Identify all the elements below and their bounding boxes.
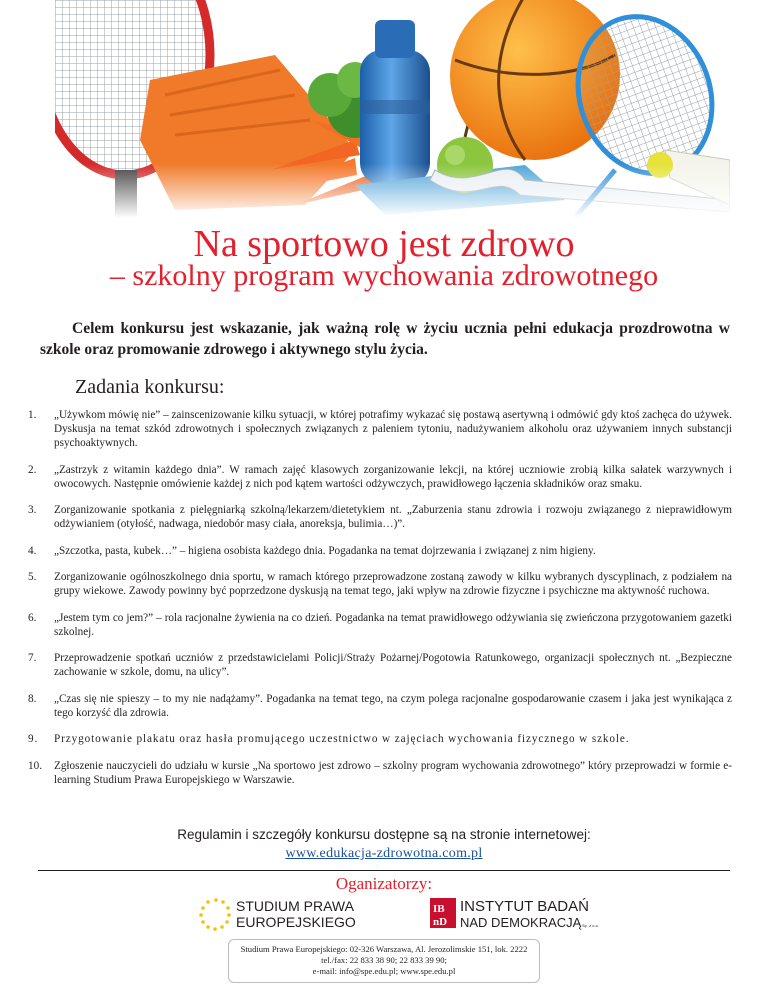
- list-item-text: Przeprowadzenie spotkań uczniów z przedstawicielami Policji/Straży Pożarnej/Pogotowia Ratunkowego, organizacji społecznych nt. „Bezpieczne zachowanie w szkole, domu, na ulicy”.: [54, 652, 732, 678]
- list-item: [28, 692, 732, 720]
- list-item: [28, 759, 732, 787]
- list-item-number: 10.: [28, 759, 42, 772]
- ibnd-logo-line1: INSTYTUT BADAŃ: [460, 898, 589, 915]
- contact-email: e-mail: info@spe.edu.pl; www.spe.edu.pl: [312, 966, 456, 976]
- tasks-heading: Zadania konkursu:: [75, 376, 225, 398]
- list-item-number: 3.: [28, 504, 37, 516]
- regulamin-text: Regulamin i szczegóły konkursu dostępne są na stronie internetowej:: [177, 827, 591, 842]
- page-subtitle: – szkolny program wychowania zdrowotnego: [109, 259, 659, 292]
- list-item-number: 8.: [28, 692, 37, 705]
- list-item: [28, 503, 732, 531]
- eu-stars-icon: [199, 898, 231, 931]
- list-item: [28, 651, 732, 679]
- list-item-number: 9.: [28, 733, 39, 745]
- list-item-text: „Zastrzyk z witamin każdego dnia”. W ramach zajęć klasowych zorganizowanie lekcji, na której uczniowie zrobią kilka sałatek warzywnych i owocowych. Następnie omówienie każdej z nich pod kątem wartości odżywczych, prawidłowego łączenia składników oraz smaku.: [54, 463, 732, 490]
- list-item: [28, 611, 732, 639]
- list-item: [28, 570, 732, 598]
- contact-box: [228, 939, 540, 983]
- list-item-text: „Szczotka, pasta, kubek…” – higiena osobista każdego dnia. Pogadanka na temat dojrzewania i związanej z nim higieny.: [54, 544, 596, 557]
- spe-logo: [198, 896, 368, 932]
- organizers-heading: Oganizatorzy:: [335, 874, 433, 893]
- list-item-text: Zorganizowanie ogólnoszkolnego dnia sportu, w ramach którego przeprowadzone zostaną zawody w kilku wybranych dyscyplinach, z podziałem na grupy wiekowe. Zawody powinny być poprzedzone dyskusją na temat tego, jaki wpływ na zdrowie fizyczne i psychiczne ma aktywność ruchowa.: [54, 571, 732, 597]
- svg-text:nD: nD: [433, 916, 448, 928]
- list-item: [28, 408, 732, 450]
- list-item-text: „Jestem tym co jem?” – rola racjonalne żywienia na co dzień. Pogadanka na temat prawidłowego odżywiania się zwieńczona przygotowaniem gazetki szkolnej.: [54, 611, 732, 638]
- list-item-number: 2.: [28, 463, 37, 476]
- list-item-text: „Używkom mówię nie” – zainscenizowanie kilku sytuacji, w której potrafimy wykazać się postawą asertywną i odmówić gdy ktoś zachęca do używek. Dyskusja na temat szkód zdrowotnych i społecznych związanych z paleniem tytoniu, nadużywaniem alkoholu oraz używaniem innych substancji psychoaktywnych.: [54, 409, 732, 449]
- regulamin-notice: [0, 826, 768, 863]
- divider: [38, 870, 730, 871]
- list-item: [28, 732, 732, 746]
- list-item-text: „Czas się nie spieszy – to my nie nadążamy”. Pogadanka na temat tego, na czym polega racjonalne gospodarowanie czasem i jaka jest wynikająca z tego korzyść dla zdrowia.: [54, 692, 732, 719]
- ibnd-logo-line2: NAD DEMOKRACJĄ: [460, 915, 582, 930]
- list-item-number: 4.: [28, 544, 37, 557]
- hero-image: [55, 0, 730, 218]
- contact-phone: tel./fax: 22 833 38 90; 22 833 39 90;: [321, 955, 447, 965]
- spe-logo-line1: STUDIUM PRAWA: [236, 898, 354, 914]
- list-item-text: Zorganizowanie spotkania z pielęgniarką szkolną/lekarzem/dietetykiem nt. „Zaburzenia stanu zdrowia i rozwoju związanego z nieprawidłowym odżywianiem (otyłość, nadwaga, niedobór masy ciała, anoreksja, bulimia…)”.: [54, 504, 732, 530]
- list-item: [28, 544, 732, 558]
- contact-address: Studium Prawa Europejskiego: 02-326 Warszawa, Al. Jerozolimskie 151, lok. 2222: [240, 944, 528, 954]
- list-item: [28, 463, 732, 491]
- list-item-number: 1.: [28, 409, 37, 421]
- ibnd-logo: [430, 896, 620, 932]
- list-item-number: 5.: [28, 571, 37, 583]
- page-title: Na sportowo jest zdrowo: [193, 223, 575, 265]
- intro-paragraph: Celem konkursu jest wskazanie, jak ważną rolę w życiu ucznia pełni edukacja prozdrowotna w szkole oraz promowanie zdrowego i aktywnego stylu życia.: [40, 320, 730, 358]
- spe-logo-line2: EUROPEJSKIEGO: [236, 914, 356, 930]
- website-link[interactable]: www.edukacja-zdrowotna.com.pl: [285, 846, 483, 861]
- list-item-text: Zgłoszenie nauczycieli do udziału w kursie „Na sportowo jest zdrowo – szkolny program wychowania zdrowotnego” który przeprowadzi w formie e-learning Studium Prawa Europejskiego w Warszawie.: [54, 759, 732, 786]
- list-item-text: Przygotowanie plakatu oraz hasła promującego uczestnictwo w zajęciach wychowania fizycznego w szkole.: [54, 733, 630, 745]
- svg-text:IB: IB: [433, 903, 445, 915]
- list-item-number: 6.: [28, 611, 37, 624]
- list-item-number: 7.: [28, 652, 37, 664]
- tasks-list: [28, 408, 732, 799]
- ibnd-logo-suffix: Sp. z o.o.: [582, 923, 599, 928]
